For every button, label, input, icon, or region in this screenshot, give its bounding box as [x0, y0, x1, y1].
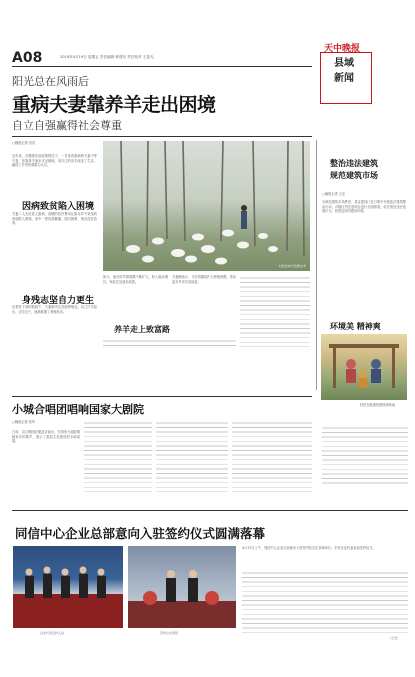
main-body-5: 夫妻俩表示，今后将继续扩大养殖规模，带动更多乡亲共同致富。 — [172, 275, 236, 284]
park-photo-caption: 村民在新建的游园里休闲 — [360, 403, 396, 407]
signing-caption-2: 签约仪式现场 — [160, 631, 179, 635]
park-photo — [321, 334, 407, 400]
subtitle-2: 身残志坚自力更生 — [22, 296, 95, 306]
right-column-rule — [316, 140, 317, 390]
bottom-left-byline: □晚报记者 张华 — [12, 420, 36, 424]
main-body-3: 在帮扶干部的鼓励下，夫妻俩决定发展养殖业。从几只羊起步，边学边干，逐渐掌握了养殖技术。 — [12, 305, 97, 314]
subhead: 自立自强赢得社会尊重 — [12, 119, 122, 132]
page-number: A08 — [12, 50, 43, 66]
signing-photo-2-drawing — [128, 546, 236, 628]
signing-caption-1: 企业代表签约入驻 — [40, 631, 65, 635]
main-body-1: 近年来，在精准扶贫政策帮扶下，一对身患重病的夫妻不等不靠，依靠养羊逐步走出困境，用自己的双手改变了生活，赢得了乡邻的尊重与认可。 — [12, 154, 97, 168]
right-story-2-body — [322, 425, 408, 487]
section-rule-2 — [12, 510, 408, 511]
subtitle-1: 因病致贫陷入困境 — [22, 202, 95, 212]
bottom-left-body-4 — [232, 420, 312, 492]
section-title: 县域 新闻 — [334, 58, 354, 84]
masthead: 天中晚报 — [324, 44, 361, 54]
subtitle-4: 养羊走上致富路 — [114, 325, 170, 334]
page-meta: 2019年4月19日 星期五 责任编辑 韩建东 责任校对 王春光 — [60, 55, 154, 59]
sheep-photo — [103, 141, 310, 271]
bottom-byline-end: （王宏） — [388, 636, 401, 640]
park-photo-drawing — [321, 334, 407, 400]
headline-rule — [12, 136, 312, 137]
kicker: 阳光总在风雨后 — [12, 75, 89, 88]
signing-photo-2 — [128, 546, 236, 628]
main-body-2: 夫妻二人先后患上重病，高额的医疗费用让原本并不宽裕的家庭陷入困境，家中一度负债累累。面对困难，他们没有放弃。 — [12, 212, 97, 226]
main-body-7 — [103, 338, 236, 348]
sheep-photo-drawing — [103, 141, 310, 271]
right-story-1-byline: □晚报记者 王宏 — [322, 192, 346, 196]
main-body-4: 如今，他们的羊群规模不断扩大，收入稳步增长，家庭生活逐步改善。 — [103, 275, 168, 284]
bottom-left-body: 日前，县合唱团应邀赴京演出，在国家大剧院唱响家乡的歌声，展示了基层文化建设的丰硕成果。 — [12, 430, 80, 444]
section-rule-1 — [12, 396, 312, 397]
bottom-left-body-2 — [84, 420, 152, 492]
signing-photo-1-drawing — [13, 546, 123, 628]
signing-photo-1 — [13, 546, 123, 628]
bottom-body-2 — [242, 570, 408, 635]
bottom-left-title: 小城合唱团唱响国家大剧院 — [12, 403, 144, 416]
header-rule — [12, 66, 312, 67]
right-story-1-title: 整治违法建筑 规范建筑市场 — [330, 159, 378, 180]
right-story-2-title: 环境美 精神爽 — [330, 322, 381, 331]
right-story-1-body: 为规范建筑市场秩序，县住建部门近日集中开展违法建筑整治行动，对辖区内在建项目进行全面排查，依法查处违法违规行为，营造良好的建设环境。 — [322, 200, 406, 214]
bottom-title: 同信中心企业总部意向入驻签约仪式圆满落幕 — [15, 526, 266, 541]
bottom-left-body-3 — [156, 420, 228, 492]
main-byline: □晚报记者 讯员 — [12, 141, 36, 145]
photo-caption: 村民在林下放养山羊 — [278, 264, 306, 268]
headline: 重病夫妻靠养羊走出困境 — [12, 94, 216, 116]
bottom-body: 4月17日上午，同信中心企业总部意向入驻签约仪式在县城举行，多家企业代表参加签约仪式。 — [242, 546, 376, 550]
main-body-6 — [240, 275, 310, 347]
